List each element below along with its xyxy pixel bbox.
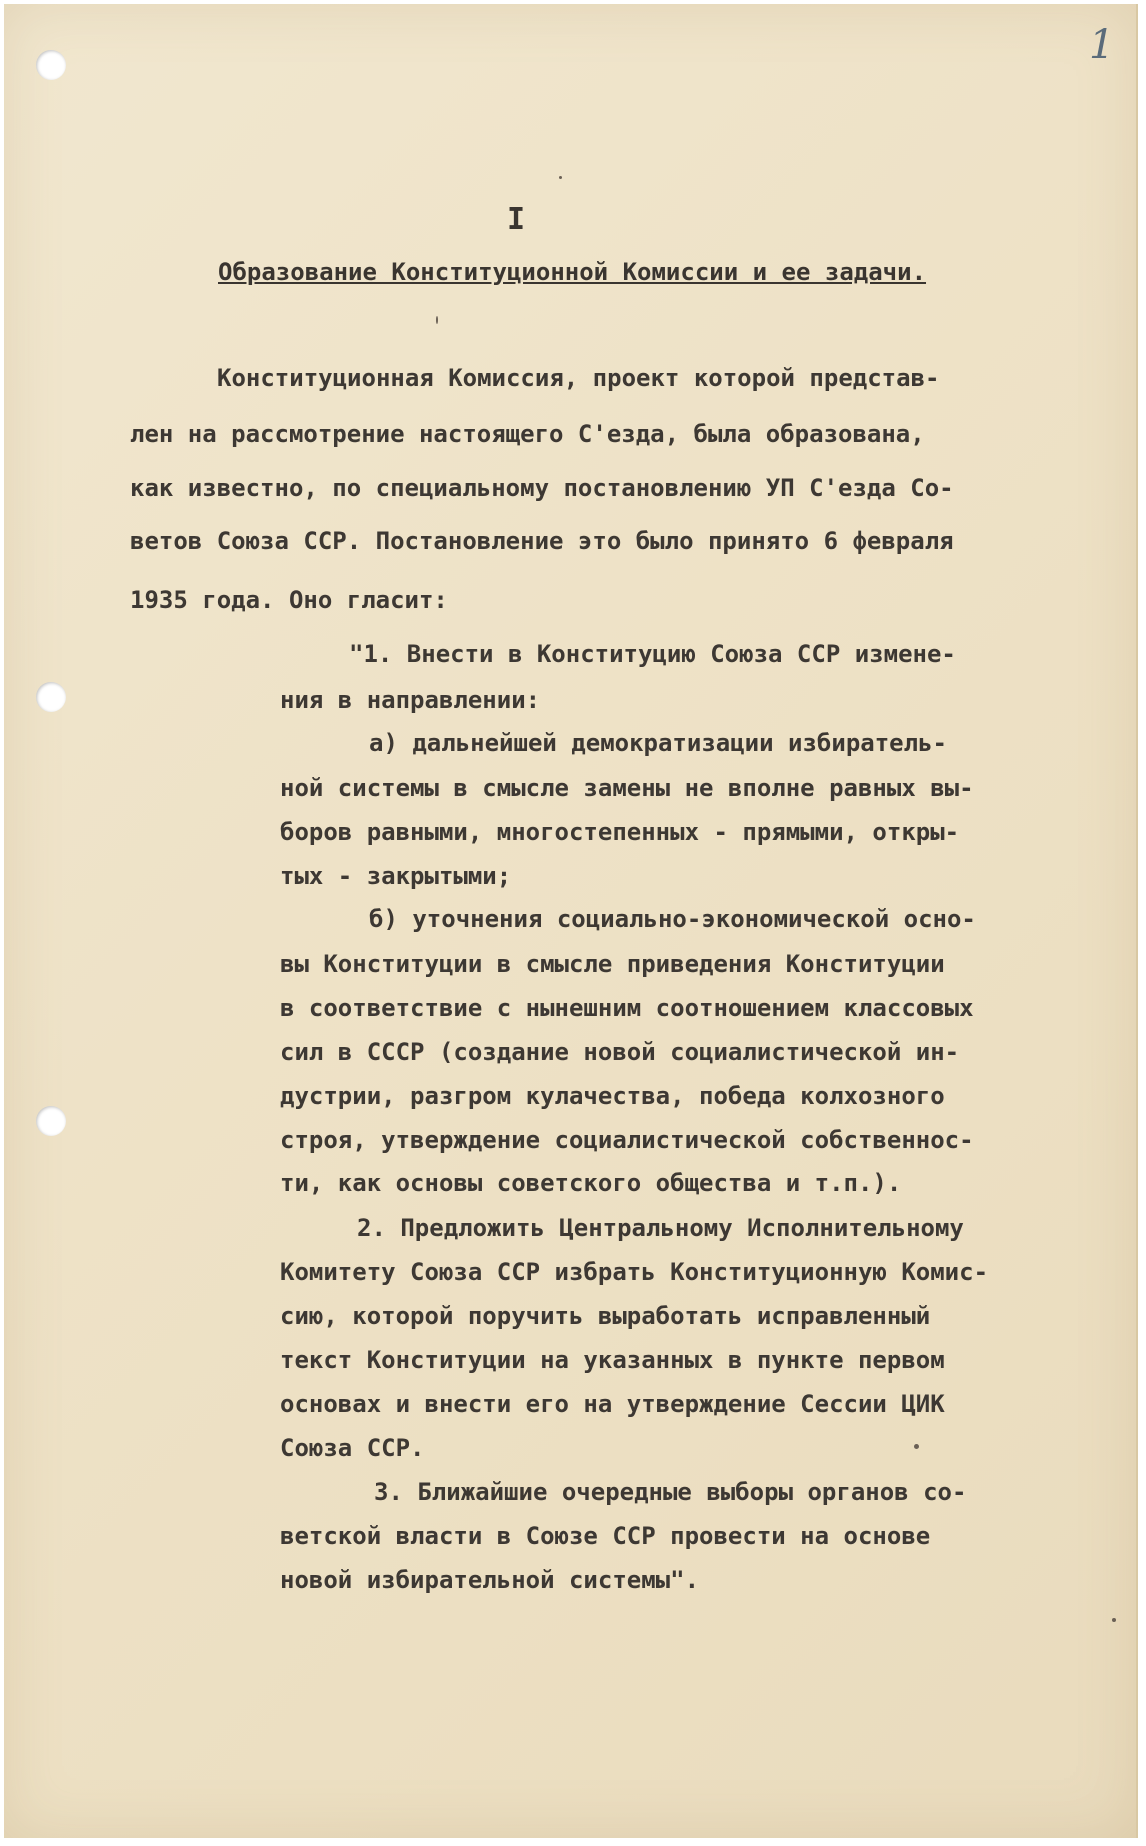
punch-hole-top (36, 50, 66, 80)
text-line: текст Конституции на указанных в пункте первом (280, 1346, 945, 1374)
text-line: а) дальнейшей демократизации избиратель- (369, 729, 947, 757)
ink-speck (914, 1444, 919, 1449)
text-line: ния в направлении: (280, 686, 541, 714)
text-line: вы Конституции в смысле приведения Конституции (280, 950, 945, 978)
text-line: тых - закрытыми; (280, 862, 512, 890)
text-line: 3. Ближайшие очередные выборы органов со- (374, 1478, 967, 1506)
ink-speck (559, 176, 562, 179)
chapter-numeral: I (507, 202, 526, 237)
section-title: Образование Конституционной Комиссии и ее задачи. (218, 258, 927, 286)
text-line: "1. Внести в Конституцию Союза ССР измене- (349, 640, 956, 668)
text-line: в соответствие с нынешним соотношением классовых (280, 994, 974, 1022)
text-line: сил в СССР (создание новой социалистической ин- (280, 1038, 960, 1066)
text-line: сию, которой поручить выработать исправленный (280, 1302, 931, 1330)
ink-speck (436, 316, 438, 324)
punch-hole-middle (36, 682, 66, 712)
ink-speck (1112, 1618, 1116, 1622)
text-line: 2. Предложить Центральному Исполнительному (357, 1214, 964, 1242)
text-line: основах и внести его на утверждение Сессии ЦИК (280, 1390, 945, 1418)
text-line: ветов Союза ССР. Постановление это было принято 6 февраля (130, 527, 954, 555)
text-line: ветской власти в Союзе ССР провести на основе (280, 1522, 931, 1550)
text-line: Союза ССР. (280, 1434, 425, 1462)
text-line: ти, как основы советского общества и т.п.). (280, 1169, 902, 1197)
text-line: б) уточнения социально-экономической осно- (369, 905, 976, 933)
text-line: строя, утверждение социалистической собственнос- (280, 1126, 974, 1154)
punch-hole-bottom (36, 1106, 66, 1136)
text-line: лен на рассмотрение настоящего С'езда, была образована, (130, 420, 925, 448)
page-number: 1 (1089, 22, 1115, 68)
text-line: как известно, по специальному постановлению УП С'езда Со- (130, 474, 954, 502)
text-line: дустрии, разгром кулачества, победа колхозного (280, 1082, 945, 1110)
text-line: Комитету Союза ССР избрать Конституционную Комис- (280, 1258, 989, 1286)
text-line: новой избирательной системы". (280, 1566, 700, 1594)
text-line: боров равными, многостепенных - прямыми, откры- (280, 818, 960, 846)
text-line: 1935 года. Оно гласит: (130, 586, 448, 614)
document-page (4, 4, 1138, 1838)
text-line: ной системы в смысле замены не вполне равных вы- (280, 774, 974, 802)
text-line: Конституционная Комиссия, проект которой представ- (217, 364, 940, 392)
